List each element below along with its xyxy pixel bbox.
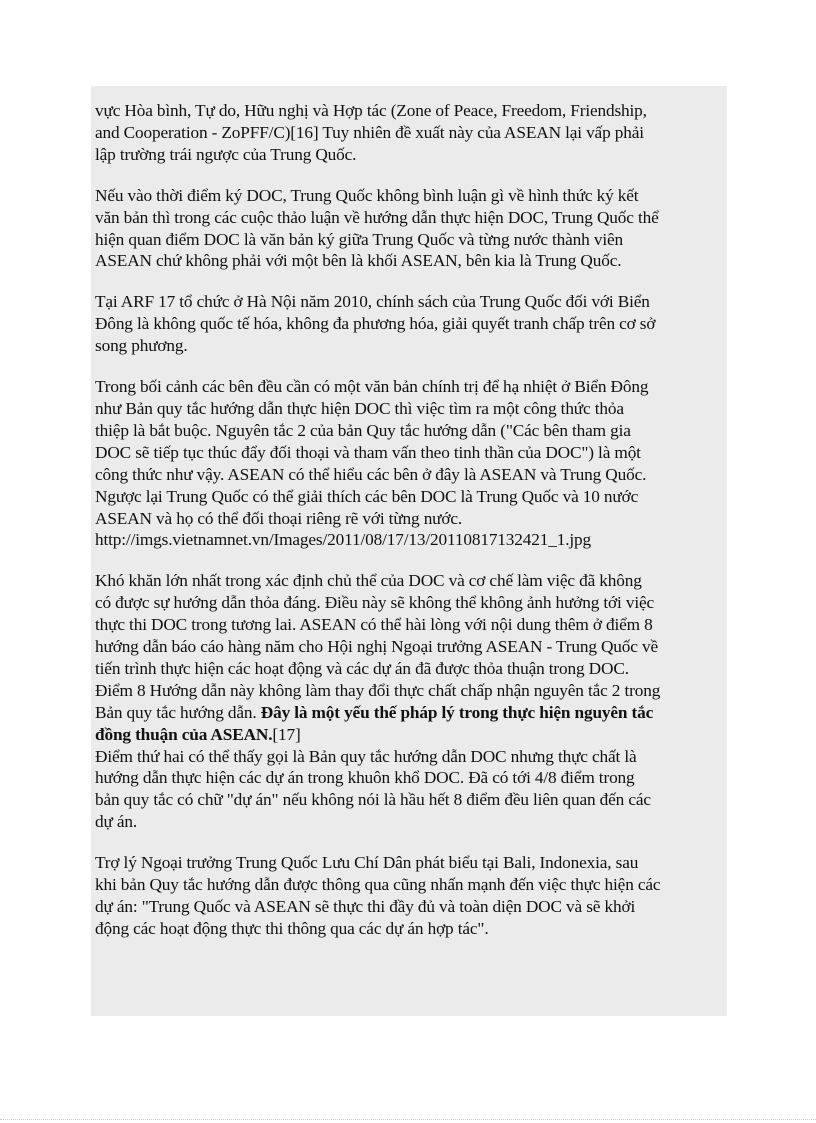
image-url-text: http://imgs.vietnamnet.vn/Images/2011/08/17/13/20110817132421_1.jpg xyxy=(95,530,592,550)
text-line xyxy=(95,702,727,724)
text-line: Trợ lý Ngoại trưởng Trung Quốc Lưu Chí Dân phát biểu tại Bali, Indonexia, sau xyxy=(95,853,639,873)
text-line: tiến trình thực hiện các hoạt động và các dự án đã được thỏa thuận trong DOC. xyxy=(95,658,629,678)
text-line: ASEAN chứ không phải với một bên là khối ASEAN, bên kia là Trung Quốc. xyxy=(95,251,622,271)
text-line: thiệp là bắt buộc. Nguyên tắc 2 của bản Quy tắc hướng dẫn ("Các bên tham gia xyxy=(95,420,631,440)
text-line: công thức như vậy. ASEAN có thể hiểu các bên ở đây là ASEAN và Trung Quốc. xyxy=(95,464,647,484)
page-bottom-border xyxy=(0,1119,816,1120)
text-line: vực Hòa bình, Tự do, Hữu nghị và Hợp tác (Zone of Peace, Freedom, Friendship, xyxy=(95,101,647,120)
paragraph-bali-statement xyxy=(95,852,727,940)
text-line: khi bản Quy tắc hướng dẫn được thông qua cũng nhấn mạnh đến việc thực hiện các xyxy=(95,875,661,895)
paragraph-arf17 xyxy=(95,291,727,357)
text-line: Khó khăn lớn nhất trong xác định chủ thể của DOC và cơ chế làm việc đã không xyxy=(95,571,642,591)
text-line: có được sự hướng dẫn thỏa đáng. Điều này sẽ không thể không ảnh hưởng tới việc xyxy=(95,593,655,613)
text-line: như Bản quy tắc hướng dẫn thực hiện DOC thì việc tìm ra một công thức thỏa xyxy=(95,398,624,418)
text-line: Tại ARF 17 tổ chức ở Hà Nội năm 2010, chính sách của Trung Quốc đối với Biển xyxy=(95,292,650,312)
text-line: song phương. xyxy=(95,336,188,356)
bold-statement: Đây là một yếu thế pháp lý trong thực hiện nguyên tắc xyxy=(260,702,654,722)
text-line: văn bản thì trong các cuộc thảo luận về hướng dẫn thực hiện DOC, Trung Quốc thể xyxy=(95,207,659,227)
text-line: Nếu vào thời điểm ký DOC, Trung Quốc không bình luận gì về hình thức ký kết xyxy=(95,185,639,205)
text-line: Ngược lại Trung Quốc có thể giải thích các bên DOC là Trung Quốc và 10 nước xyxy=(95,486,639,506)
text-line: DOC sẽ tiếp tục thúc đẩy đối thoại và tham vấn theo tinh thần của DOC") là một xyxy=(95,442,641,462)
paragraph-zopffc xyxy=(95,100,727,166)
text-line: bản quy tắc có chữ "dự án" nếu không nói là hầu hết 8 điểm đều liên quan đến các xyxy=(95,790,651,810)
text-line: Đông là không quốc tế hóa, không đa phương hóa, giải quyết tranh chấp trên cơ sở xyxy=(95,314,656,334)
text-line: thực thi DOC trong tương lai. ASEAN có thể hài lòng với nội dung thêm ở điểm 8 xyxy=(95,615,653,635)
paragraph-difficulties xyxy=(95,570,727,745)
document-text-area xyxy=(91,86,727,1016)
text-line: động các hoạt động thực thi thông qua các dự án hợp tác". xyxy=(95,918,489,938)
text-line xyxy=(95,724,727,746)
text-line: hiện quan điểm DOC là văn bản ký giữa Trung Quốc và từng nước thành viên xyxy=(95,229,623,249)
text-line: ASEAN và họ có thể đối thoại riêng rẽ với từng nước. xyxy=(95,508,463,528)
text-line: dự án: "Trung Quốc và ASEAN sẽ thực thi đầy đủ và toàn diện DOC và sẽ khởi xyxy=(95,897,636,916)
text-line: Điểm 8 Hướng dẫn này không làm thay đổi thực chất chấp nhận nguyên tắc 2 trong xyxy=(95,680,661,700)
paragraph-political-document xyxy=(95,376,727,551)
bold-statement: đồng thuận của ASEAN. xyxy=(95,724,273,744)
text-line: lập trường trái ngược của Trung Quốc. xyxy=(95,144,357,164)
paragraph-doc-signing xyxy=(95,185,727,273)
paragraph-projects xyxy=(95,746,727,834)
footnote-reference: [17] xyxy=(272,724,301,744)
text-line: hướng dẫn báo cáo hàng năm cho Hội nghị Ngoại trưởng ASEAN - Trung Quốc về xyxy=(95,637,658,657)
text-line: Trong bối cảnh các bên đều cần có một văn bản chính trị để hạ nhiệt ở Biển Đông xyxy=(95,377,649,397)
text-line: Điểm thứ hai có thể thấy gọi là Bản quy tắc hướng dẫn DOC nhưng thực chất là xyxy=(95,746,637,766)
text-run: Bản quy tắc hướng dẫn. xyxy=(95,702,261,722)
text-line: hướng dẫn thực hiện các dự án trong khuôn khổ DOC. Đã có tới 4/8 điểm trong xyxy=(95,768,635,788)
text-line: dự án. xyxy=(95,812,138,832)
text-line: and Cooperation - ZoPFF/C)[16] Tuy nhiên đề xuất này của ASEAN lại vấp phải xyxy=(95,122,644,142)
